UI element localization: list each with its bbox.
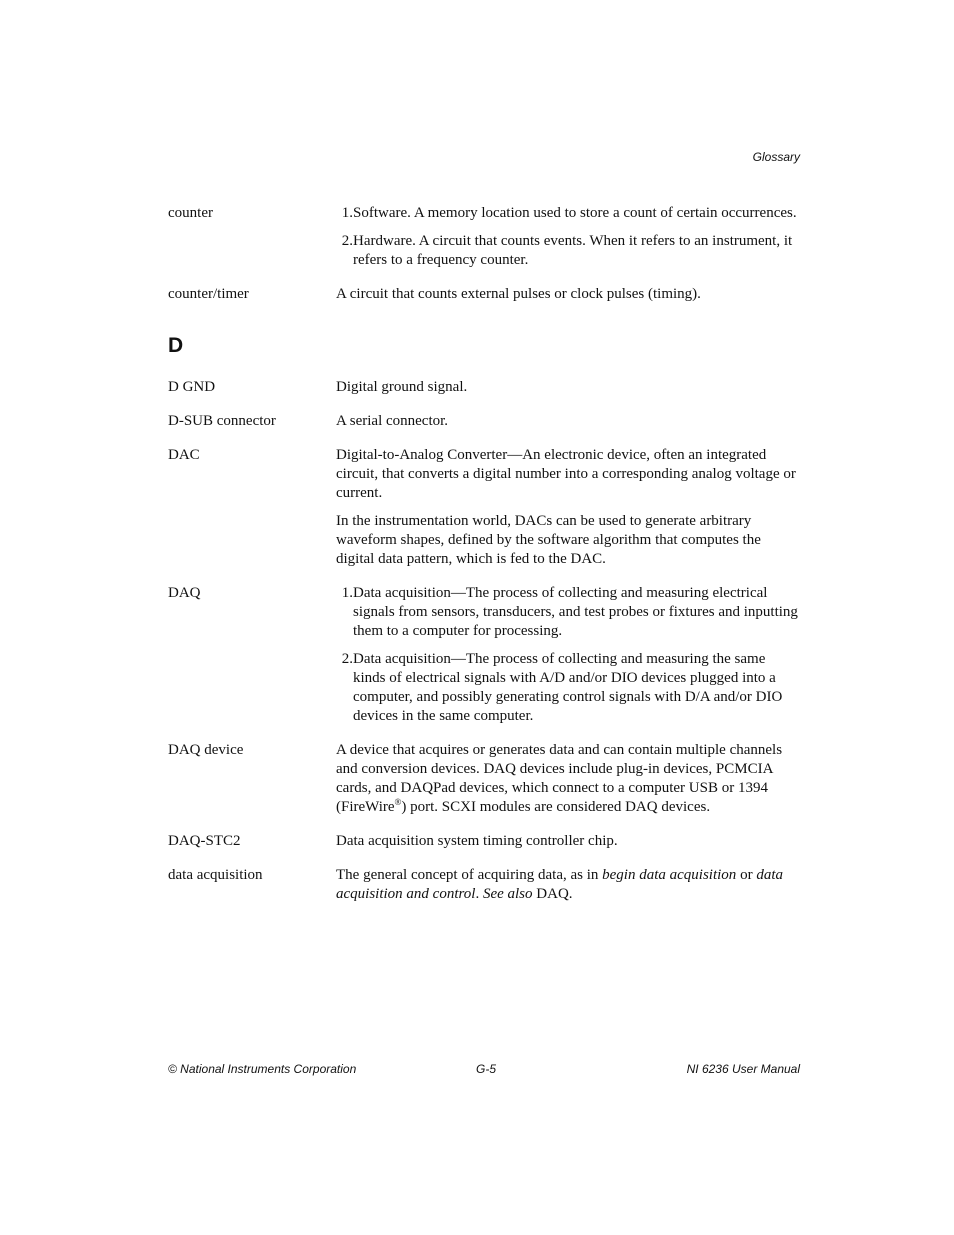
item-text: Data acquisition—The process of collecting and measuring the same kinds of electrical signals with A/D and/or DIO devices plugged into a computer, and possibly generating control signals with D/A and/or DIO devices in the same computer. <box>353 651 783 724</box>
glossary-term: counter/timer <box>168 286 249 302</box>
definition-paragraph: A serial connector. <box>336 413 449 429</box>
definition-text: The general concept of acquiring data, as in <box>336 867 603 883</box>
italic-text: begin data acquisition <box>602 867 737 883</box>
glossary-term: D GND <box>168 379 216 395</box>
glossary-entry-dac <box>168 446 800 569</box>
footer-copyright: © National Instruments Corporation <box>168 1062 357 1076</box>
glossary-definition <box>336 584 800 726</box>
item-text: Data acquisition—The process of collecting and measuring electrical signals from sensors, transducers, and test probes or fixtures and inputting them to a computer for processing. <box>353 585 798 639</box>
glossary-entry-d-gnd <box>168 378 800 397</box>
running-header: Glossary <box>752 150 800 164</box>
item-text: Software. A memory location used to store a count of certain occurrences. <box>353 205 797 221</box>
item-text: Hardware. A circuit that counts events. When it refers to an instrument, it refers to a frequency counter. <box>353 233 793 268</box>
glossary-entry-daq-stc2 <box>168 832 800 851</box>
glossary-term: D-SUB connector <box>168 413 276 429</box>
italic-text: See also <box>482 886 533 902</box>
glossary-term: DAQ device <box>168 742 244 758</box>
definition-paragraph: In the instrumentation world, DACs can be used to generate arbitrary waveform shapes, defined by the software algorithm that computes the digital data pattern, which is fed to the DAC. <box>336 513 761 567</box>
glossary-definition <box>336 285 800 304</box>
item-number: 1. <box>341 205 353 221</box>
page-number: G-5 <box>476 1062 497 1076</box>
definition-text: ) port. SCXI modules are considered DAQ devices. <box>401 799 711 815</box>
glossary-entry-d-sub-connector <box>168 412 800 431</box>
glossary-definition <box>336 412 800 431</box>
glossary-term: counter <box>168 205 213 221</box>
item-number: 2. <box>341 651 353 667</box>
glossary-term: DAQ <box>168 585 201 601</box>
definition-paragraph: Digital-to-Analog Converter—An electronic device, often an integrated circuit, that converts a digital number into a corresponding analog voltage or current. <box>336 447 796 501</box>
item-number: 1. <box>341 585 353 601</box>
glossary-term: DAC <box>168 447 200 463</box>
definition-text: DAQ. <box>532 886 573 902</box>
definition-paragraph <box>336 866 800 904</box>
numbered-item <box>336 204 800 223</box>
numbered-item <box>336 232 800 270</box>
glossary-term: DAQ-STC2 <box>168 833 241 849</box>
registered-mark: ® <box>394 797 402 807</box>
definition-text: A device that acquires or generates data and can contain multiple channels and conversion devices. DAQ devices include plug-in devices, PCMCIA cards, and DAQPad devices, which connect to a computer USB or 1394 (FireWire <box>336 742 783 815</box>
numbered-item <box>336 584 800 641</box>
definition-paragraph: Data acquisition system timing controller chip. <box>336 833 618 849</box>
glossary-definition <box>336 866 800 904</box>
glossary-entry-data-acquisition <box>168 866 800 904</box>
glossary-definition <box>336 446 800 569</box>
glossary-term: data acquisition <box>168 867 263 883</box>
glossary-definition <box>336 378 800 397</box>
glossary-definition <box>336 832 800 851</box>
definition-paragraph <box>336 741 800 817</box>
italic-text: data acquisition and control <box>336 867 783 902</box>
definition-paragraph: A circuit that counts external pulses or clock pulses (timing). <box>336 286 701 302</box>
numbered-item <box>336 650 800 726</box>
glossary-entry-counter-timer <box>168 285 800 304</box>
definition-paragraph: Digital ground signal. <box>336 379 468 395</box>
glossary-definition <box>336 741 800 817</box>
definition-text: or <box>736 867 757 883</box>
glossary-entry-daq <box>168 584 800 726</box>
glossary-entry-counter <box>168 204 800 270</box>
item-number: 2. <box>341 233 353 249</box>
section-heading-d: D <box>168 334 184 357</box>
glossary-definition <box>336 204 800 270</box>
footer-manual-title: NI 6236 User Manual <box>686 1062 800 1076</box>
glossary-entry-daq-device <box>168 741 800 817</box>
definition-text: . <box>475 886 483 902</box>
glossary-content <box>168 204 800 919</box>
